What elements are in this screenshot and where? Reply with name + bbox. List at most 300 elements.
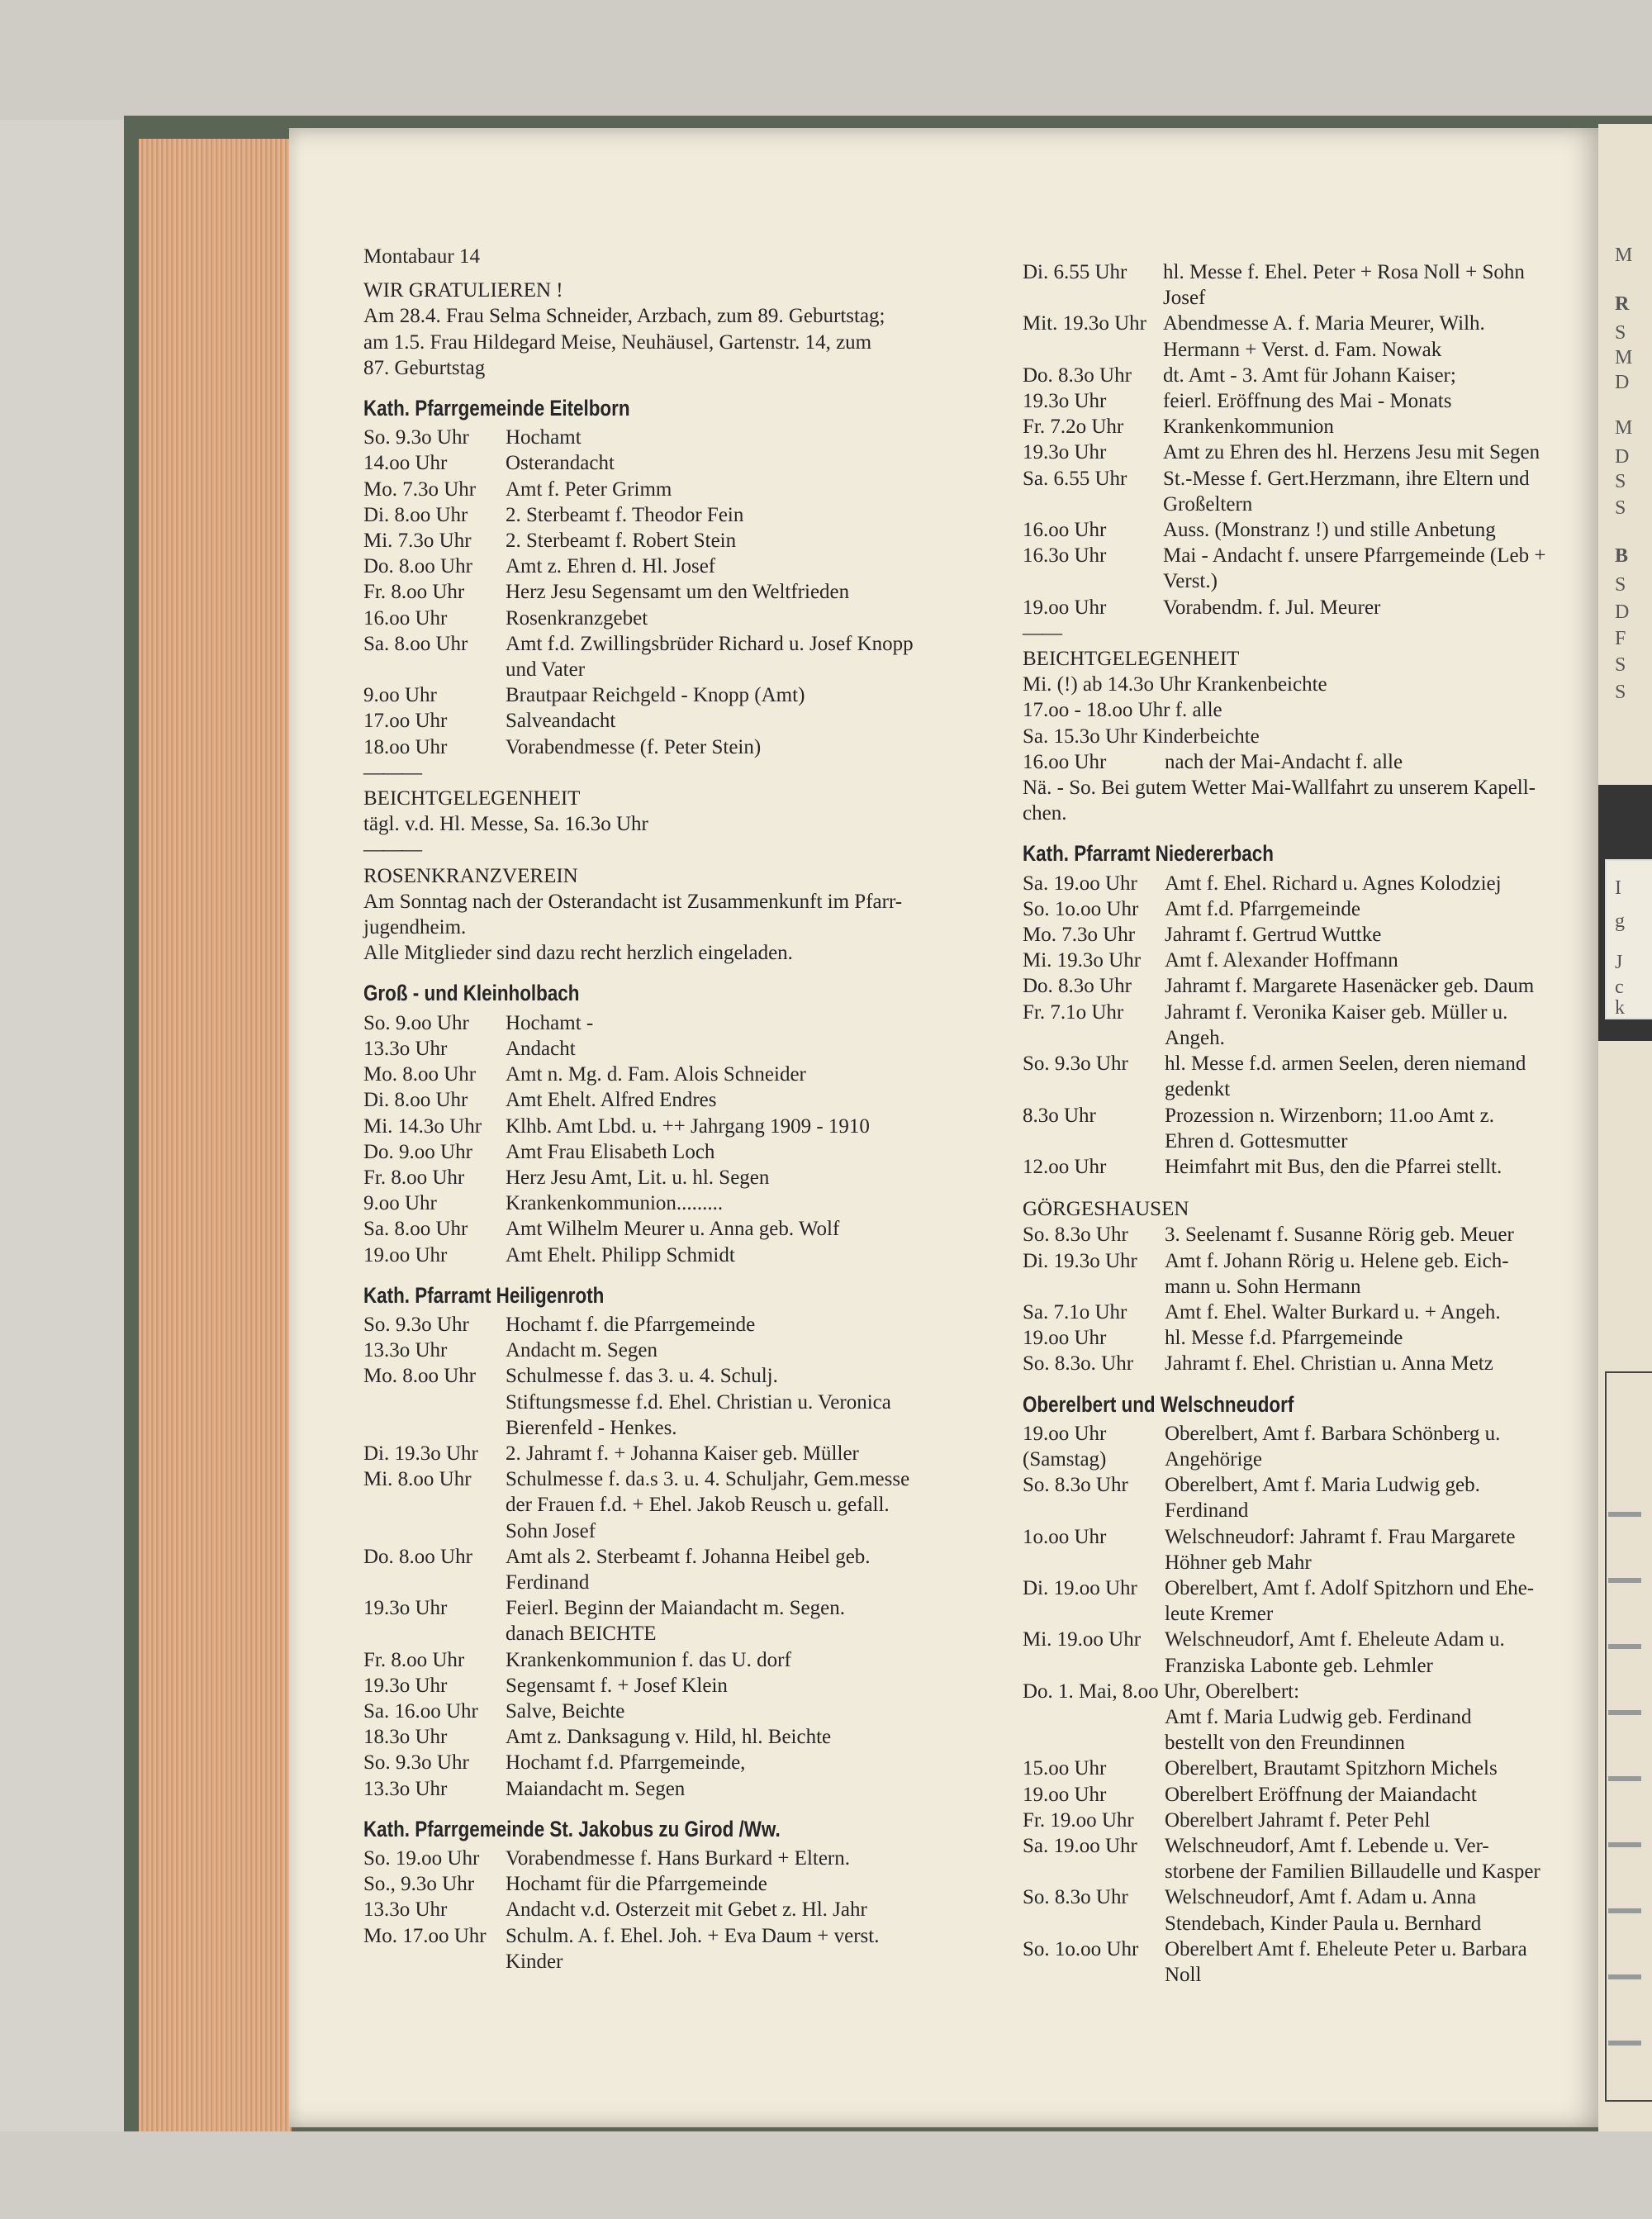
next-page-fragment: I [1615,877,1621,899]
schedule-row [1023,1884,1593,1910]
section-heading-eitelborn: Kath. Pfarrgemeinde Eitelborn [363,396,630,421]
schedule-row [363,1647,1008,1673]
left-column [363,244,1008,1974]
schedule-desc: Welschneudorf: Jahramt f. Frau Margarete [1165,1525,1516,1548]
schedule-row [363,450,1008,476]
schedule-time: 19.oo Uhr [1023,1783,1107,1806]
schedule-time: So., 9.3o Uhr [363,1873,475,1896]
rosenkranz-line: Alle Mitglieder sind dazu recht herzlich eingeladen. [363,942,793,965]
schedule-time: 13.3o Uhr [363,1339,448,1362]
next-page-mark [1608,1578,1641,1583]
schedule-row [1023,1000,1593,1025]
schedule-time: Sa. 19.oo Uhr [1023,872,1137,895]
separator: —— [1023,621,1061,644]
schedule-row [363,1036,1008,1062]
schedule-desc: Hochamt [506,426,582,449]
beichte-line: Sa. 15.3o Uhr Kinderbeichte [1023,725,1260,748]
schedule-time: Do. 8.3o Uhr [1023,975,1132,998]
schedule-time: 16.oo Uhr [363,606,448,630]
schedule-row [363,1846,1008,1871]
schedule-time: 13.3o Uhr [363,1037,448,1060]
schedule-desc: Abendmesse A. f. Maria Meurer, Wilh. [1163,312,1485,335]
separator: ——— [363,761,420,784]
schedule-row [363,1363,1008,1389]
schedule-row [1023,466,1593,492]
beichte-text: tägl. v.d. Hl. Messe, Sa. 16.3o Uhr [363,813,648,836]
schedule-desc: Oberelbert, Amt f. Barbara Schönberg u. [1165,1422,1501,1445]
schedule-time: 15.oo Uhr [1023,1757,1107,1780]
schedule-time: Fr. 19.oo Uhr [1023,1808,1134,1832]
schedule-desc: Maiandacht m. Segen [506,1777,686,1800]
schedule-desc: Amt f. Peter Grimm [506,478,672,501]
schedule-time: Fr. 7.1o Uhr [1023,1000,1124,1024]
schedule-time: So. 1o.oo Uhr [1023,1937,1139,1960]
beichte-line: chen. [1023,802,1067,825]
schedule-row [1023,948,1593,973]
schedule-row [1023,517,1593,543]
schedule-row [363,554,1008,579]
schedule-desc: Auss. (Monstranz !) und stille Anbetung [1163,519,1496,542]
schedule-desc: Jahramt f. Margarete Hasenäcker geb. Daum [1165,975,1535,998]
next-page-fragment: M [1615,417,1633,439]
page-header: Montabaur 14 [363,245,480,268]
schedule-row [1023,1833,1593,1859]
schedule-desc: nach der Mai-Andacht f. alle [1165,750,1403,773]
schedule-desc: feierl. Eröffnung des Mai - Monats [1163,390,1452,413]
schedule-desc: Amt z. Danksagung v. Hild, hl. Beichte [506,1726,832,1749]
schedule-row [363,1595,1008,1621]
schedule-time: 12.oo Uhr [1023,1155,1107,1178]
schedule-desc: Osterandacht [506,452,615,475]
schedule-time: So. 9.oo Uhr [363,1011,469,1034]
schedule-row [363,1114,1008,1139]
schedule-desc: Oberelbert Jahramt f. Peter Pehl [1165,1808,1431,1832]
beichte-title: BEICHTGELEGENHEIT [363,787,581,810]
schedule-row [363,1062,1008,1087]
schedule-row [1023,1575,1593,1601]
schedule-desc: Jahramt f. Gertrud Wuttke [1165,924,1382,947]
next-page-fragment: S [1615,471,1626,492]
schedule-desc: Welschneudorf, Amt f. Lebende u. Ver- [1165,1834,1489,1857]
schedule-desc: Oberelbert Eröffnung der Maiandacht [1165,1783,1477,1806]
schedule-continuation: danach BEICHTE [506,1623,657,1646]
rosenkranz-title: ROSENKRANZVEREIN [363,864,578,887]
section-goergeshausen [1023,1222,1593,1376]
schedule-desc: Hochamt f. die Pfarrgemeinde [506,1313,756,1336]
schedule-continuation: storbene der Familien Billaudelle und Kasper [1165,1860,1540,1884]
schedule-desc: Hochamt - [506,1011,594,1034]
schedule-desc: Oberelbert, Amt f. Adolf Spitzhorn und Ehe- [1165,1576,1535,1599]
schedule-time: 16.3o Uhr [1023,544,1107,568]
schedule-desc: 2. Sterbeamt f. Theodor Fein [506,503,744,526]
schedule-time: Mi. 14.3o Uhr [363,1114,482,1138]
schedule-time: So. 9.3o Uhr [363,1751,469,1775]
schedule-desc: Amt zu Ehren des hl. Herzens Jesu mit Segen [1163,441,1540,464]
schedule-continuation: gedenkt [1165,1078,1231,1101]
schedule-desc: Vorabendm. f. Jul. Meurer [1163,596,1381,619]
schedule-time: Sa. 8.oo Uhr [363,632,468,655]
schedule-time: So. 19.oo Uhr [363,1846,480,1870]
next-page-fragment: S [1615,322,1626,344]
schedule-continuation: Ehren d. Gottesmutter [1165,1129,1348,1152]
schedule-time: 17.oo Uhr [363,710,448,733]
schedule-row [1023,922,1593,948]
schedule-time: 14.oo Uhr [363,452,448,475]
schedule-row [1023,363,1593,388]
schedule-desc: Amt f. Ehel. Walter Burkard u. + Angeh. [1165,1300,1501,1323]
next-page-fragment: D [1615,372,1630,393]
beichte-line: 17.oo - 18.oo Uhr f. alle [1023,699,1222,722]
schedule-continuation: Höhner geb Mahr [1165,1551,1312,1574]
schedule-time: 9.oo Uhr [363,1192,437,1215]
schedule-time: Do. 8.oo Uhr [363,1545,472,1568]
schedule-time: 19.3o Uhr [363,1597,448,1620]
schedule-desc: 3. Seelenamt f. Susanne Rörig geb. Meuer [1165,1224,1514,1247]
schedule-continuation: leute Kremer [1165,1603,1274,1626]
schedule-row [1023,1248,1593,1274]
schedule-desc: dt. Amt - 3. Amt für Johann Kaiser; [1163,363,1456,387]
congrats-line: Am 28.4. Frau Selma Schneider, Arzbach, zum 89. Geburtstag; [363,305,885,328]
schedule-desc: hl. Messe f. Ehel. Peter + Rosa Noll + Sohn [1163,261,1525,283]
schedule-row [363,528,1008,554]
schedule-desc: Amt f. Ehel. Richard u. Agnes Kolodziej [1165,872,1502,895]
schedule-desc: Vorabendmesse (f. Peter Stein) [506,735,762,758]
schedule-time: Mo. 8.oo Uhr [363,1063,477,1086]
section-girod-continued [1023,259,1593,620]
schedule-time: 16.oo Uhr [1023,519,1107,542]
schedule-row [1023,1051,1593,1076]
schedule-row [363,1312,1008,1338]
schedule-time: 19.oo Uhr [1023,1422,1107,1445]
schedule-time: 19.3o Uhr [363,1674,448,1697]
schedule-desc: Hochamt f.d. Pfarrgemeinde, [506,1751,746,1775]
schedule-time: Sa. 6.55 Uhr [1023,467,1127,490]
schedule-time: Mo. 7.3o Uhr [1023,924,1136,947]
schedule-desc: Welschneudorf, Amt f. Eheleute Adam u. [1165,1628,1505,1651]
schedule-continuation: Angeh. [1165,1026,1225,1049]
schedule-desc: Rosenkranzgebet [506,606,648,630]
schedule-continuation: Hermann + Verst. d. Fam. Nowak [1163,338,1442,361]
schedule-row [363,1010,1008,1036]
schedule-time: Mo. 8.oo Uhr [363,1365,477,1388]
congrats-title: WIR GRATULIEREN ! [363,279,563,302]
beichte-line: Mi. (!) ab 14.3o Uhr Krankenbeichte [1023,673,1327,696]
schedule-time: Fr. 8.oo Uhr [363,1166,465,1189]
section-niedererbach [1023,871,1593,1180]
next-page-mark [1608,1908,1641,1913]
schedule-row [363,1750,1008,1775]
schedule-row [363,425,1008,450]
section-heading-niedererbach: Kath. Pfarramt Niedererbach [1023,841,1274,867]
schedule-desc: Jahramt f. Veronika Kaiser geb. Müller u. [1165,1000,1508,1024]
schedule-desc: Andacht [506,1037,576,1060]
next-page-mark [1608,1644,1641,1649]
section-heiligenroth [363,1312,1008,1802]
table-surface [0,0,1652,120]
schedule-time: 13.3o Uhr [363,1898,448,1922]
schedule-continuation: Ferdinand [1165,1499,1249,1523]
schedule-row [1023,440,1593,465]
schedule-time: Sa. 16.oo Uhr [363,1699,478,1722]
schedule-row [1023,1627,1593,1652]
section-girod [363,1846,1008,1974]
schedule-row [1023,1936,1593,1962]
schedule-row [1023,595,1593,620]
schedule-row [363,708,1008,734]
schedule-row [363,1190,1008,1216]
schedule-time: Do. 8.oo Uhr [363,555,472,578]
schedule-row [1023,749,1593,775]
next-page-fragment: M [1615,347,1633,368]
schedule-desc: 2. Jahramt f. + Johanna Kaiser geb. Müller [506,1442,859,1465]
schedule-time: So. 9.3o Uhr [363,426,469,449]
next-page-fragment: D [1615,446,1630,468]
schedule-time: Mi. 7.3o Uhr [363,530,472,553]
schedule-desc: Andacht v.d. Osterzeit mit Gebet z. Hl. Jahr [506,1898,867,1922]
schedule-row [363,477,1008,502]
schedule-time: Sa. 19.oo Uhr [1023,1834,1137,1857]
schedule-desc: Herz Jesu Segensamt um den Weltfrieden [506,581,850,604]
section-heading-goergeshausen: GÖRGESHAUSEN [1023,1198,1189,1221]
schedule-row [363,1243,1008,1268]
schedule-time: So. 8.3o. Uhr [1023,1352,1134,1376]
schedule-desc: Salveandacht [506,710,616,733]
next-page-mark [1608,1710,1641,1715]
schedule-continuation: Amt f. Maria Ludwig geb. Ferdinand [1165,1705,1472,1728]
schedule-desc: Prozession n. Wirzenborn; 11.oo Amt z. [1165,1104,1494,1127]
schedule-desc: Amt Ehelt. Philipp Schmidt [506,1243,735,1266]
section-heading-oberelbert: Oberelbert und Welschneudorf [1023,1391,1294,1417]
section-oberelbert-2 [1023,1756,1593,1988]
schedule-desc: Brautpaar Reichgeld - Knopp (Amt) [506,684,805,707]
schedule-desc: Feierl. Beginn der Maiandacht m. Segen. [506,1597,845,1620]
schedule-row [1023,1103,1593,1129]
next-page-fragment: M [1615,245,1633,266]
schedule-time: (Samstag) [1023,1447,1107,1471]
schedule-desc: Krankenkommunion f. das U. dorf [506,1648,791,1671]
next-page-fragment: B [1615,545,1629,567]
schedule-time: 19.oo Uhr [1023,596,1107,619]
schedule-time: So. 9.3o Uhr [363,1313,469,1336]
next-page-fragment: S [1615,654,1626,676]
schedule-row [1023,1325,1593,1351]
schedule-desc: Salve, Beichte [506,1699,625,1722]
next-page-fragment: c [1615,976,1624,998]
separator: ——— [363,839,420,862]
schedule-desc: Oberelbert Amt f. Eheleute Peter u. Barbara [1165,1937,1527,1960]
next-page-fragment: D [1615,601,1630,623]
schedule-desc: Oberelbert, Amt f. Maria Ludwig geb. [1165,1474,1480,1497]
schedule-time: So. 1o.oo Uhr [1023,897,1139,920]
schedule-time: 19.3o Uhr [1023,390,1107,413]
schedule-time: Do. 9.oo Uhr [363,1140,472,1163]
schedule-row [1023,973,1593,999]
schedule-time: Do. 8.3o Uhr [1023,363,1132,387]
schedule-desc: hl. Messe f.d. armen Seelen, deren niemand [1165,1052,1526,1076]
rosenkranz-line: Am Sonntag nach der Osterandacht ist Zusammenkunft im Pfarr- [363,890,903,913]
schedule-row [1023,1808,1593,1833]
schedule-desc: St.-Messe f. Gert.Herzmann, ihre Eltern und [1163,467,1530,490]
schedule-row [1023,1524,1593,1550]
schedule-time: Di. 6.55 Uhr [1023,261,1127,283]
schedule-time: Di. 8.oo Uhr [363,1089,468,1112]
schedule-row [363,1466,1008,1492]
schedule-row [363,1724,1008,1750]
schedule-row [1023,1351,1593,1376]
schedule-row [363,606,1008,631]
schedule-time: Di. 19.oo Uhr [1023,1576,1137,1599]
schedule-desc: 2. Sterbeamt f. Robert Stein [506,530,737,553]
schedule-row [363,502,1008,528]
next-page-mark [1608,1512,1641,1517]
next-page-fragment: J [1615,952,1623,973]
congrats-line: 87. Geburtstag [363,356,486,379]
schedule-desc: hl. Messe f.d. Pfarrgemeinde [1165,1327,1403,1350]
schedule-row [1023,543,1593,568]
schedule-time: Fr. 7.2o Uhr [1023,416,1124,439]
next-page-mark [1608,1974,1641,1979]
schedule-time: Mo. 7.3o Uhr [363,478,477,501]
schedule-desc: Vorabendmesse f. Hans Burkard + Eltern. [506,1846,851,1870]
schedule-continuation: Bierenfeld - Henkes. [506,1416,677,1439]
next-page-fragment: S [1615,497,1626,519]
schedule-time: 18.3o Uhr [363,1726,448,1749]
schedule-desc: Schulm. A. f. Ehel. Joh. + Eva Daum + verst. [506,1924,880,1947]
schedule-desc: Mai - Andacht f. unsere Pfarrgemeinde (Leb + [1163,544,1546,568]
schedule-time: Di. 19.3o Uhr [1023,1249,1137,1272]
schedule-row [363,1216,1008,1242]
schedule-time: Mi. 8.oo Uhr [363,1468,472,1491]
schedule-time: 8.3o Uhr [1023,1104,1096,1127]
schedule-row [1023,1782,1593,1808]
schedule-continuation: der Frauen f.d. + Ehel. Jakob Reusch u. gefall. [506,1494,890,1517]
schedule-time: Mi. 19.3o Uhr [1023,949,1142,972]
schedule-desc: Amt als 2. Sterbeamt f. Johanna Heibel geb. [506,1545,871,1568]
beichte-line: Nä. - So. Bei gutem Wetter Mai-Wallfahrt zu unserem Kapell- [1023,777,1536,800]
schedule-desc: Segensamt f. + Josef Klein [506,1674,728,1697]
schedule-time: 19.oo Uhr [363,1243,448,1266]
schedule-time: Sa. 8.oo Uhr [363,1218,468,1241]
schedule-row [1023,1300,1593,1325]
schedule-time: Mit. 19.3o Uhr [1023,312,1146,335]
next-page-box [1605,859,1652,1019]
schedule-desc: Jahramt f. Ehel. Christian u. Anna Metz [1165,1352,1493,1376]
schedule-row [363,682,1008,708]
schedule-row [363,734,1008,760]
schedule-row [363,1871,1008,1897]
schedule-desc: Klhb. Amt Lbd. u. ++ Jahrgang 1909 - 1910 [506,1114,870,1138]
bottom-shadow [0,2131,1652,2219]
schedule-time: Di. 19.3o Uhr [363,1442,478,1465]
schedule-desc: Amt f.d. Zwillingsbrüder Richard u. Josef Knopp [506,632,914,655]
section-heading-girod: Kath. Pfarrgemeinde St. Jakobus zu Girod /Ww. [363,1816,781,1841]
next-page-mark [1608,2041,1641,2046]
schedule-row [363,1897,1008,1922]
schedule-continuation: Franziska Labonte geb. Lehmler [1165,1654,1433,1677]
schedule-time: Di. 8.oo Uhr [363,503,468,526]
schedule-desc: Amt f. Alexander Hoffmann [1165,949,1398,972]
congrats-line: am 1.5. Frau Hildegard Meise, Neuhäusel, Gartenstr. 14, zum [363,330,872,354]
next-page-fragment: F [1615,628,1626,649]
schedule-continuation: Stendebach, Kinder Paula u. Bernhard [1165,1912,1482,1935]
schedule-time: So. 9.3o Uhr [1023,1052,1128,1076]
schedule-row [1023,1756,1593,1781]
schedule-row [1023,1222,1593,1247]
schedule-time: So. 8.3o Uhr [1023,1224,1128,1247]
schedule-desc: Schulmesse f. da.s 3. u. 4. Schuljahr, Gem.messe [506,1468,910,1491]
schedule-row [363,1923,1008,1949]
schedule-row [1023,1421,1593,1447]
section-gross [363,1010,1008,1268]
schedule-continuation: Verst.) [1163,570,1218,593]
schedule-row [1023,1154,1593,1180]
schedule-time: 18.oo Uhr [363,735,448,758]
schedule-row [363,1139,1008,1165]
schedule-time: 19.3o Uhr [1023,441,1107,464]
schedule-row [363,631,1008,657]
schedule-time: 13.3o Uhr [363,1777,448,1800]
schedule-row [363,1087,1008,1113]
schedule-time: Fr. 8.oo Uhr [363,581,465,604]
schedule-row [363,1165,1008,1190]
schedule-time: So. 8.3o Uhr [1023,1474,1128,1497]
schedule-time: 16.oo Uhr [1023,750,1107,773]
schedule-continuation: bestellt von den Freundinnen [1165,1732,1405,1755]
next-page-mark [1608,1776,1641,1781]
schedule-continuation: Josef [1163,287,1206,310]
next-page-fragment: g [1615,910,1625,932]
next-page-mark [1608,1842,1641,1847]
schedule-row [1023,896,1593,922]
schedule-row [1023,414,1593,440]
schedule-desc: Amt z. Ehren d. Hl. Josef [506,555,716,578]
next-page-fragment: S [1615,574,1626,596]
schedule-desc: Amt Ehelt. Alfred Endres [506,1089,717,1112]
schedule-continuation: Großeltern [1163,492,1253,516]
schedule-time: Fr. 8.oo Uhr [363,1648,465,1671]
schedule-desc: Amt f.d. Pfarrgemeinde [1165,897,1360,920]
next-page-fragment: R [1615,293,1630,315]
schedule-desc: Angehörige [1165,1447,1263,1471]
schedule-desc: Andacht m. Segen [506,1339,657,1362]
schedule-row [363,1338,1008,1363]
page-edges [139,139,292,2138]
rosenkranz-line: jugendheim. [363,916,467,939]
beichte-title: BEICHTGELEGENHEIT [1023,648,1240,671]
next-page-strip [1598,124,1652,2131]
schedule-desc: Amt Wilhelm Meurer u. Anna geb. Wolf [506,1218,840,1241]
schedule-time: Mo. 17.oo Uhr [363,1924,487,1947]
section-heading-gross: Groß - und Kleinholbach [363,981,580,1006]
schedule-desc: Herz Jesu Amt, Lit. u. hl. Segen [506,1166,770,1189]
schedule-row [1023,871,1593,896]
schedule-row [1023,311,1593,336]
schedule-desc: Krankenkommunion [1163,416,1334,439]
schedule-desc: Welschneudorf, Amt f. Adam u. Anna [1165,1886,1477,1909]
schedule-time: So. 8.3o Uhr [1023,1886,1128,1909]
schedule-time: Mi. 19.oo Uhr [1023,1628,1142,1651]
section-heading-heiligenroth: Kath. Pfarramt Heiligenroth [363,1282,605,1308]
section-oberelbert [1023,1421,1593,1679]
schedule-continuation: und Vater [506,658,586,682]
schedule-desc: Krankenkommunion......... [506,1192,724,1215]
schedule-continuation: Kinder [506,1950,563,1973]
schedule-row [363,1776,1008,1802]
schedule-continuation: Ferdinand [506,1570,590,1594]
schedule-time: 19.oo Uhr [1023,1327,1107,1350]
schedule-row [363,1544,1008,1570]
schedule-continuation: mann u. Sohn Hermann [1165,1275,1361,1298]
